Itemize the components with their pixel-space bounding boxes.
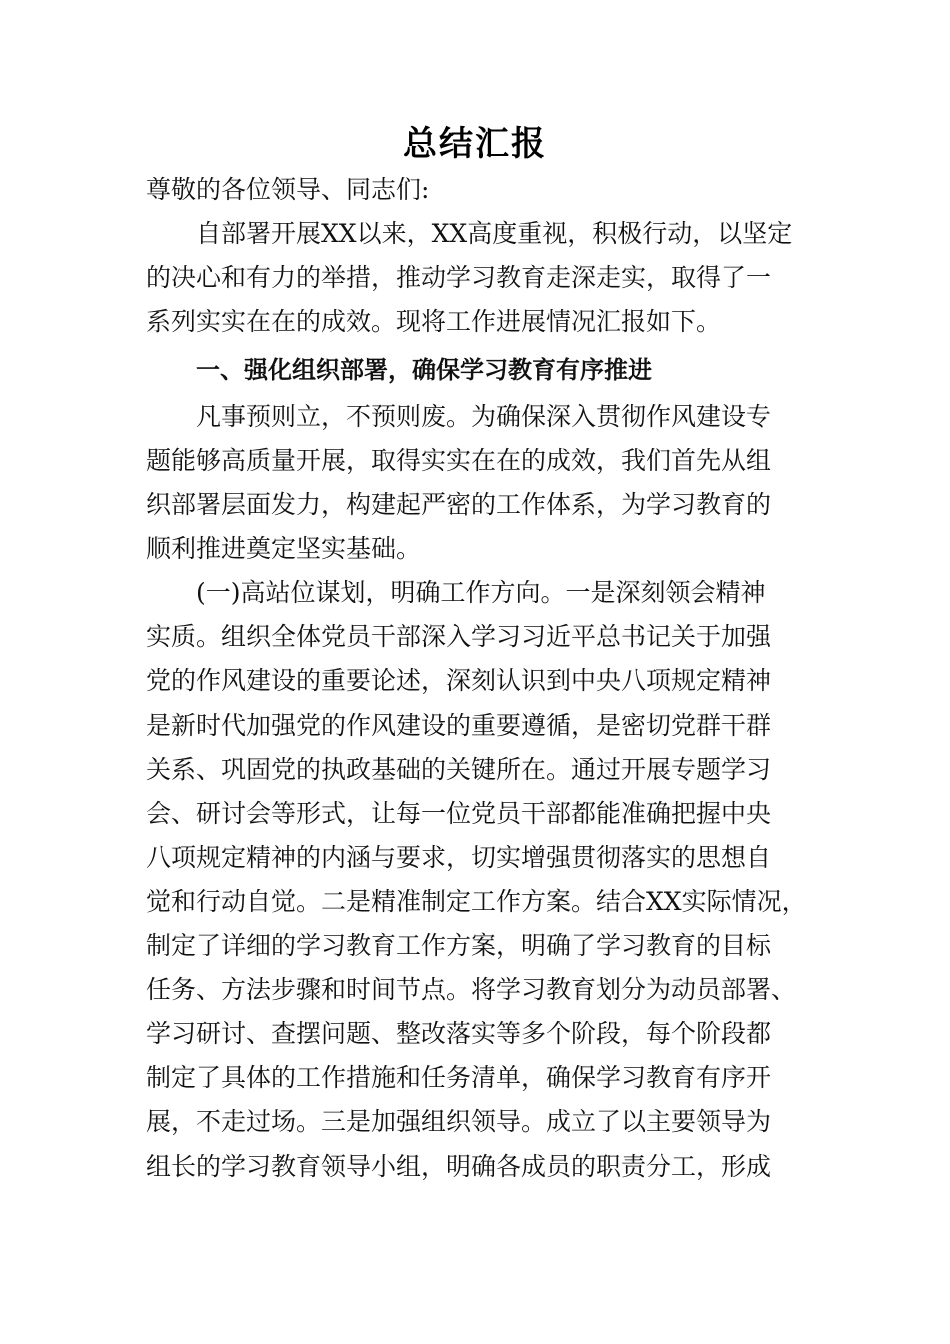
paragraph-line: 会、研讨会等形式，让每一位党员干部都能准确把握中央 (146, 799, 772, 828)
paragraph-line: 制定了具体的工作措施和任务清单，确保学习教育有序开 (146, 1063, 772, 1092)
paragraph-line: 展，不走过场。三是加强组织领导。成立了以主要领导为 (146, 1107, 772, 1136)
paragraph-line: 题能够高质量开展，取得实实在在的成效，我们首先从组 (146, 446, 772, 475)
paragraph-line: 凡事预则立，不预则废。为确保深入贯彻作风建设专 (196, 402, 772, 431)
paragraph-line: 组长的学习教育领导小组，明确各成员的职责分工，形成 (146, 1152, 772, 1181)
paragraph-line: 制定了详细的学习教育工作方案，明确了学习教育的目标 (146, 931, 772, 960)
paragraph-line: 关系、巩固党的执政基础的关键所在。通过开展专题学习 (146, 755, 772, 784)
paragraph-line: 的决心和有力的举措，推动学习教育走深走实，取得了一 (146, 263, 772, 292)
paragraph-line: 自部署开展XX以来，XX高度重视，积极行动，以坚定 (196, 219, 793, 248)
paragraph-line: 觉和行动自觉。二是精准制定工作方案。结合XX实际情况， (146, 887, 807, 916)
paragraph-line: 实质。组织全体党员干部深入学习习近平总书记关于加强 (146, 622, 772, 651)
paragraph-line: 顺利推进奠定坚实基础。 (146, 534, 422, 563)
paragraph-line: 任务、方法步骤和时间节点。将学习教育划分为动员部署、 (146, 975, 797, 1004)
section-heading: 一、强化组织部署，确保学习教育有序推进 (196, 356, 652, 384)
paragraph-line: (一)高站位谋划，明确工作方向。一是深刻领会精神 (196, 578, 766, 607)
document-title: 总结汇报 (403, 124, 547, 164)
paragraph-line: 学习研讨、查摆问题、整改落实等多个阶段，每个阶段都 (146, 1019, 772, 1048)
paragraph-line: 八项规定精神的内涵与要求，切实增强贯彻落实的思想自 (146, 843, 772, 872)
paragraph-line: 织部署层面发力，构建起严密的工作体系，为学习教育的 (146, 490, 772, 519)
paragraph-line: 党的作风建设的重要论述，深刻认识到中央八项规定精神 (146, 666, 772, 695)
paragraph-line: 是新时代加强党的作风建设的重要遵循，是密切党群干群 (146, 711, 772, 740)
paragraph-line: 系列实实在在的成效。现将工作进展情况汇报如下。 (146, 307, 722, 336)
salutation: 尊敬的各位领导、同志们: (146, 175, 430, 204)
